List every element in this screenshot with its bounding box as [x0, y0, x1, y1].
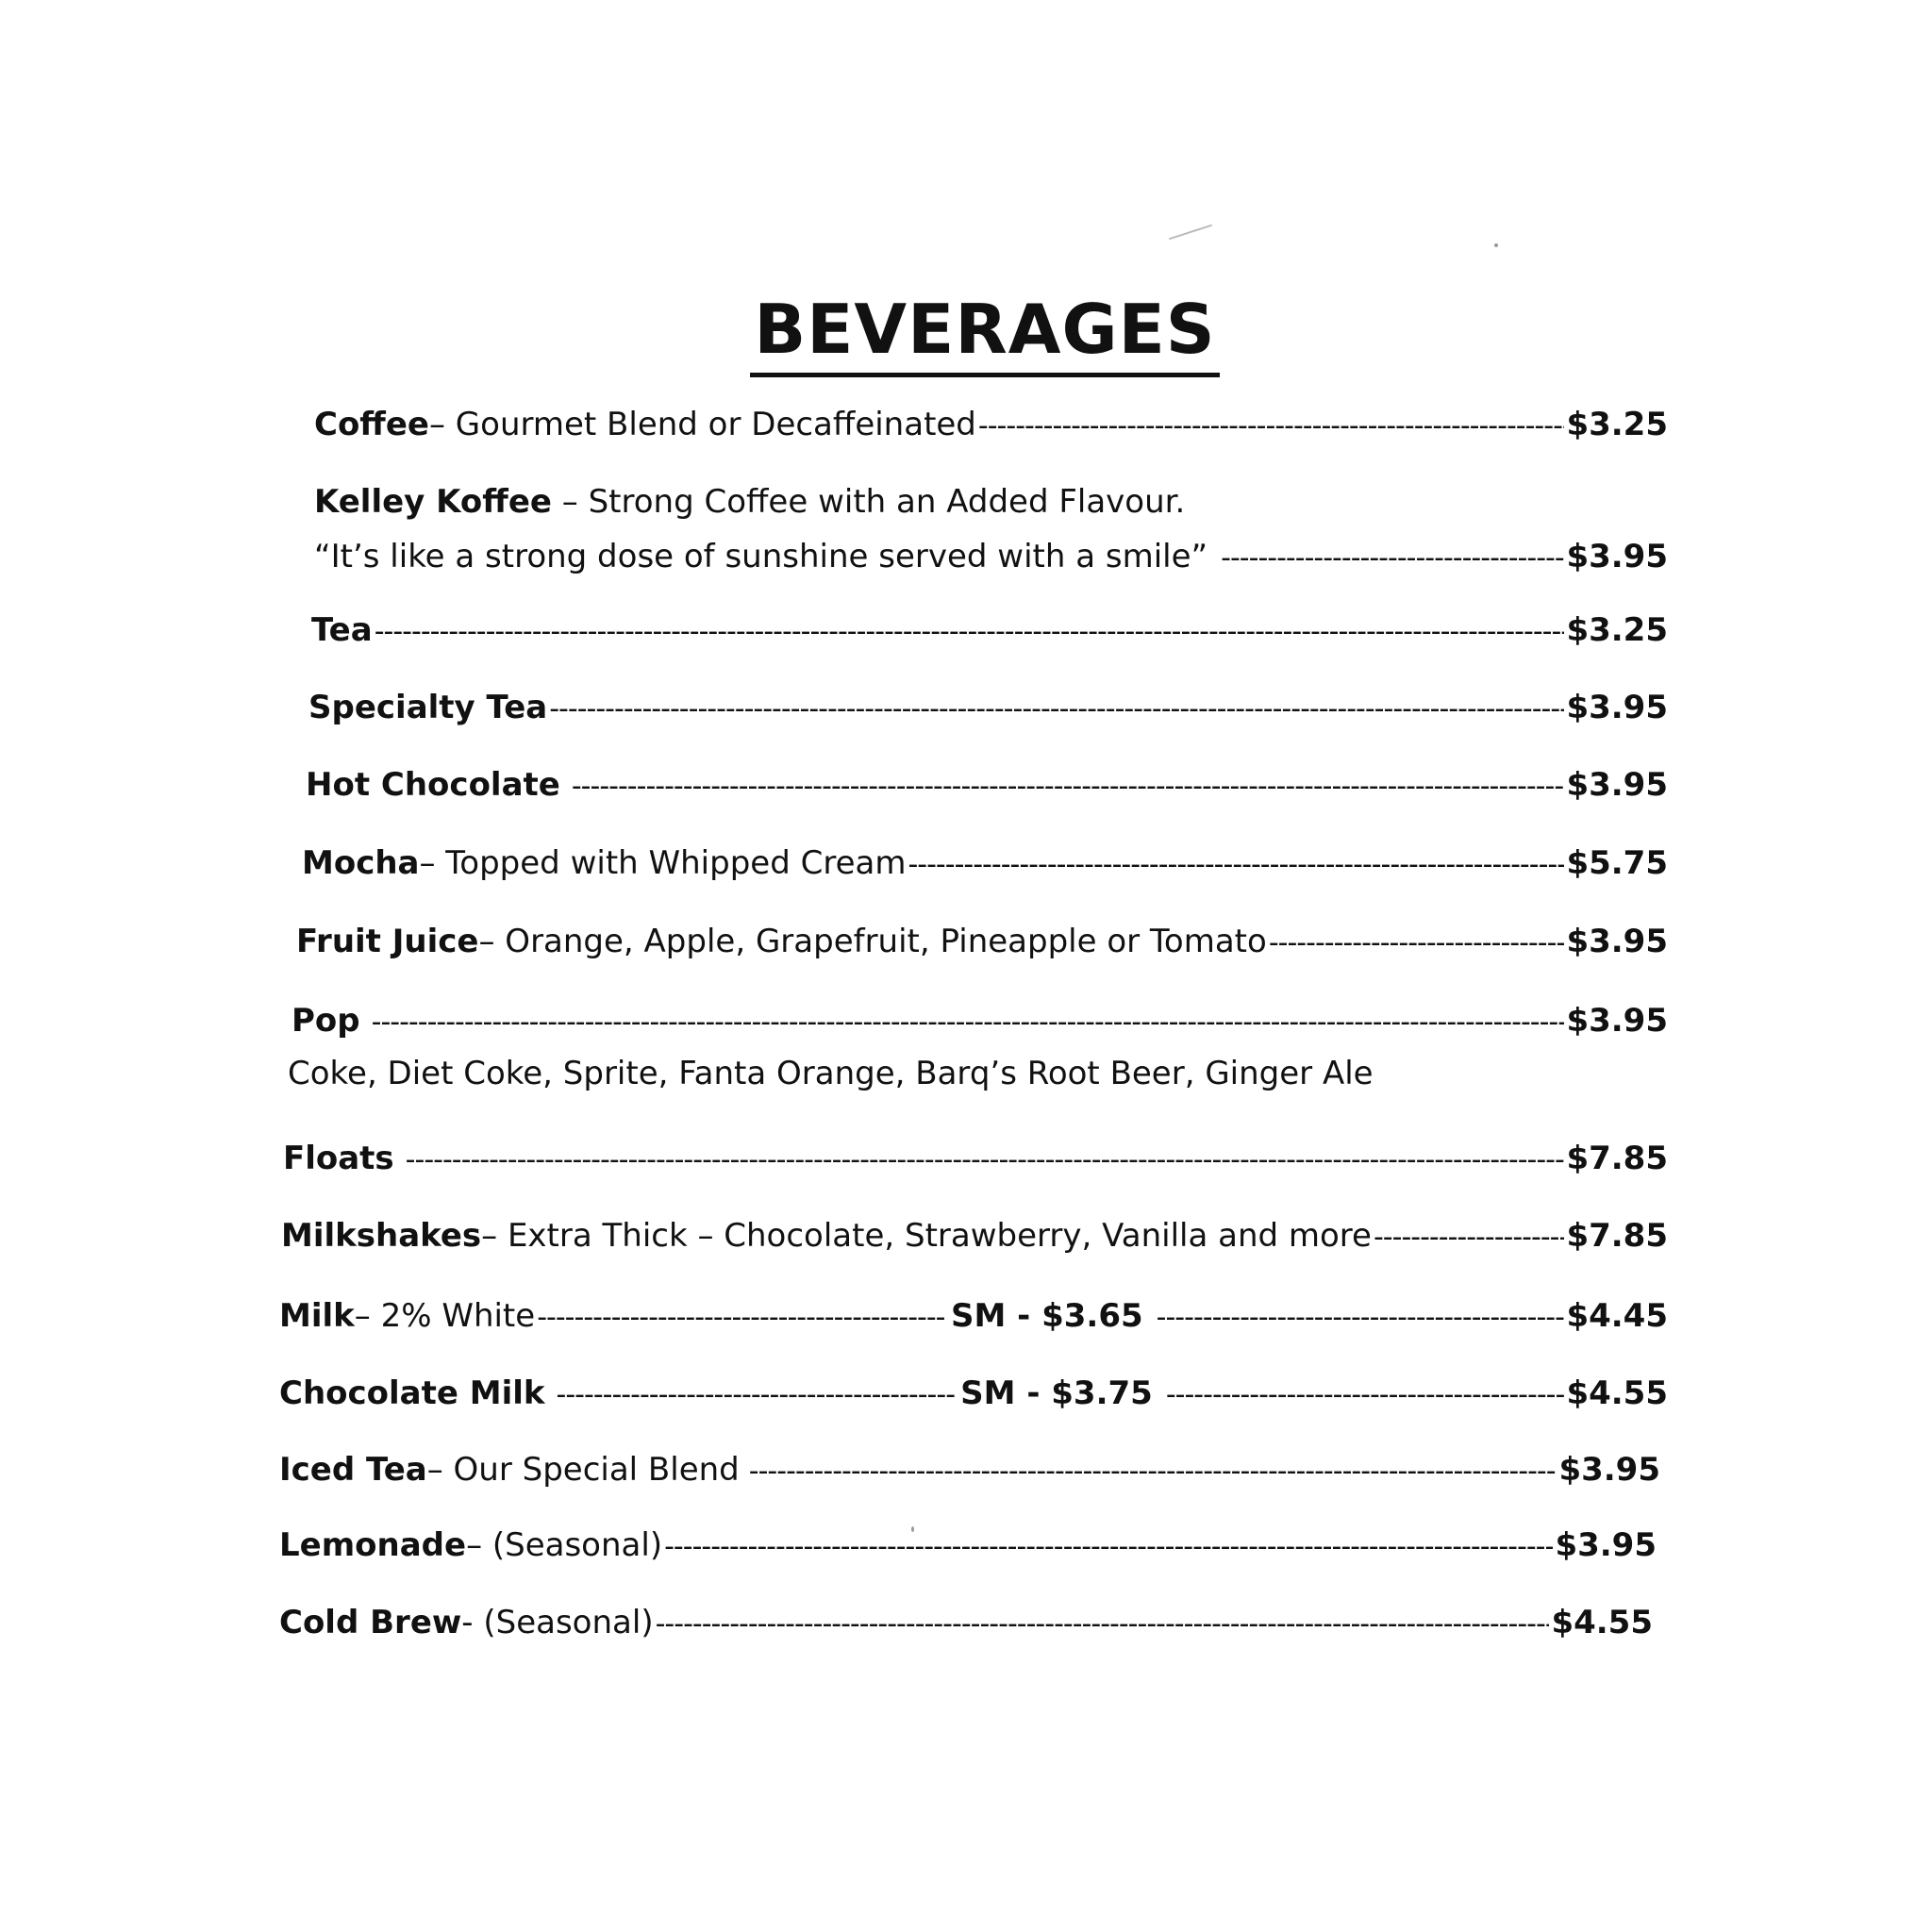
menu-title — [0, 288, 1932, 377]
menu-item-tea — [311, 611, 1668, 649]
item-description: – Orange, Apple, Grapefruit, Pineapple or Tomato — [478, 923, 1267, 960]
menu-title-text: BEVERAGES — [750, 288, 1219, 377]
item-price: $3.95 — [1566, 923, 1668, 960]
menu-item-cold-brew — [279, 1604, 1653, 1641]
menu-item-milk — [279, 1297, 1668, 1335]
item-price: $3.25 — [1566, 406, 1668, 443]
menu-item-milkshakes — [281, 1217, 1668, 1255]
dot-leader — [664, 1530, 1553, 1563]
item-name: Fruit Juice — [296, 923, 479, 960]
pop-options: Coke, Diet Coke, Sprite, Fanta Orange, Barq’s Root Beer, Ginger Ale — [288, 1055, 1374, 1092]
item-price: $3.95 — [1566, 1002, 1668, 1040]
menu-item-chocolate-milk — [279, 1374, 1668, 1412]
item-price: $7.85 — [1566, 1140, 1668, 1177]
scan-mark — [1169, 225, 1212, 241]
item-quote: “It’s like a strong dose of sunshine served with a smile” — [314, 538, 1208, 575]
item-description: – Our Special Blend — [426, 1451, 740, 1489]
menu-item-iced-tea — [279, 1451, 1660, 1489]
menu-item-floats — [283, 1140, 1668, 1177]
dot-leader — [1157, 1301, 1565, 1334]
dot-leader — [1269, 926, 1565, 959]
item-name: Hot Chocolate — [306, 766, 560, 804]
menu-item-specialty-tea — [308, 689, 1668, 726]
dot-leader — [549, 692, 1564, 725]
item-name: Specialty Tea — [308, 689, 548, 726]
item-price: $3.95 — [1566, 766, 1668, 804]
item-price: $3.95 — [1555, 1526, 1657, 1564]
item-name: Milk — [279, 1297, 355, 1335]
item-name: Kelley Koffee — [314, 483, 552, 521]
menu-item-kelley-koffee — [314, 538, 1668, 575]
item-name: Pop — [291, 1002, 360, 1040]
menu-item-hot-chocolate — [306, 766, 1668, 804]
menu-item-coffee — [314, 406, 1668, 443]
dot-leader — [572, 770, 1565, 803]
item-price: $3.25 — [1566, 611, 1668, 649]
item-description: - (Seasonal) — [461, 1604, 654, 1641]
item-price: $4.55 — [1566, 1374, 1668, 1412]
menu-item-pop — [291, 1002, 1668, 1040]
dot-leader — [978, 409, 1565, 442]
item-name: Milkshakes — [281, 1217, 482, 1255]
dot-leader — [1166, 1378, 1565, 1411]
menu-item-kelley-koffee-header — [314, 483, 1185, 521]
item-price: $3.95 — [1566, 538, 1668, 575]
item-price: $4.45 — [1566, 1297, 1668, 1335]
dot-leader — [908, 848, 1564, 881]
item-price: $3.95 — [1566, 689, 1668, 726]
menu-item-lemonade — [279, 1526, 1657, 1564]
item-name: Lemonade — [279, 1526, 467, 1564]
item-price: $7.85 — [1566, 1217, 1668, 1255]
item-price: $5.75 — [1566, 844, 1668, 882]
item-name: Chocolate Milk — [279, 1374, 545, 1412]
item-description: – 2% White — [354, 1297, 536, 1335]
scan-speck — [1494, 243, 1498, 247]
dot-leader — [656, 1607, 1550, 1641]
item-name: Iced Tea — [279, 1451, 427, 1489]
dot-leader — [1374, 1221, 1564, 1254]
item-name: Mocha — [302, 844, 420, 882]
item-price: $3.95 — [1558, 1451, 1660, 1489]
menu-item-mocha — [302, 844, 1668, 882]
scan-speck — [911, 1526, 914, 1532]
dot-leader — [1221, 541, 1564, 575]
item-description: – Gourmet Blend or Decaffeinated — [428, 406, 976, 443]
item-name: Coffee — [314, 406, 429, 443]
item-small-price: SM - $3.75 — [960, 1374, 1153, 1412]
item-description: – Strong Coffee with an Added Flavour. — [551, 483, 1186, 521]
item-price: $4.55 — [1551, 1604, 1653, 1641]
item-description: – Topped with Whipped Cream — [419, 844, 907, 882]
dot-leader — [537, 1301, 945, 1334]
dot-leader — [557, 1378, 956, 1411]
item-description: – (Seasonal) — [466, 1526, 663, 1564]
item-description: – Extra Thick – Chocolate, Strawberry, Vanilla and more — [481, 1217, 1372, 1255]
menu-item-fruit-juice — [296, 923, 1668, 960]
dot-leader — [375, 615, 1565, 648]
dot-leader — [749, 1455, 1557, 1488]
item-name: Cold Brew — [279, 1604, 462, 1641]
dot-leader — [372, 1006, 1565, 1039]
item-small-price: SM - $3.65 — [950, 1297, 1143, 1335]
item-name: Floats — [283, 1140, 394, 1177]
dot-leader — [406, 1143, 1565, 1176]
item-name: Tea — [311, 611, 373, 649]
